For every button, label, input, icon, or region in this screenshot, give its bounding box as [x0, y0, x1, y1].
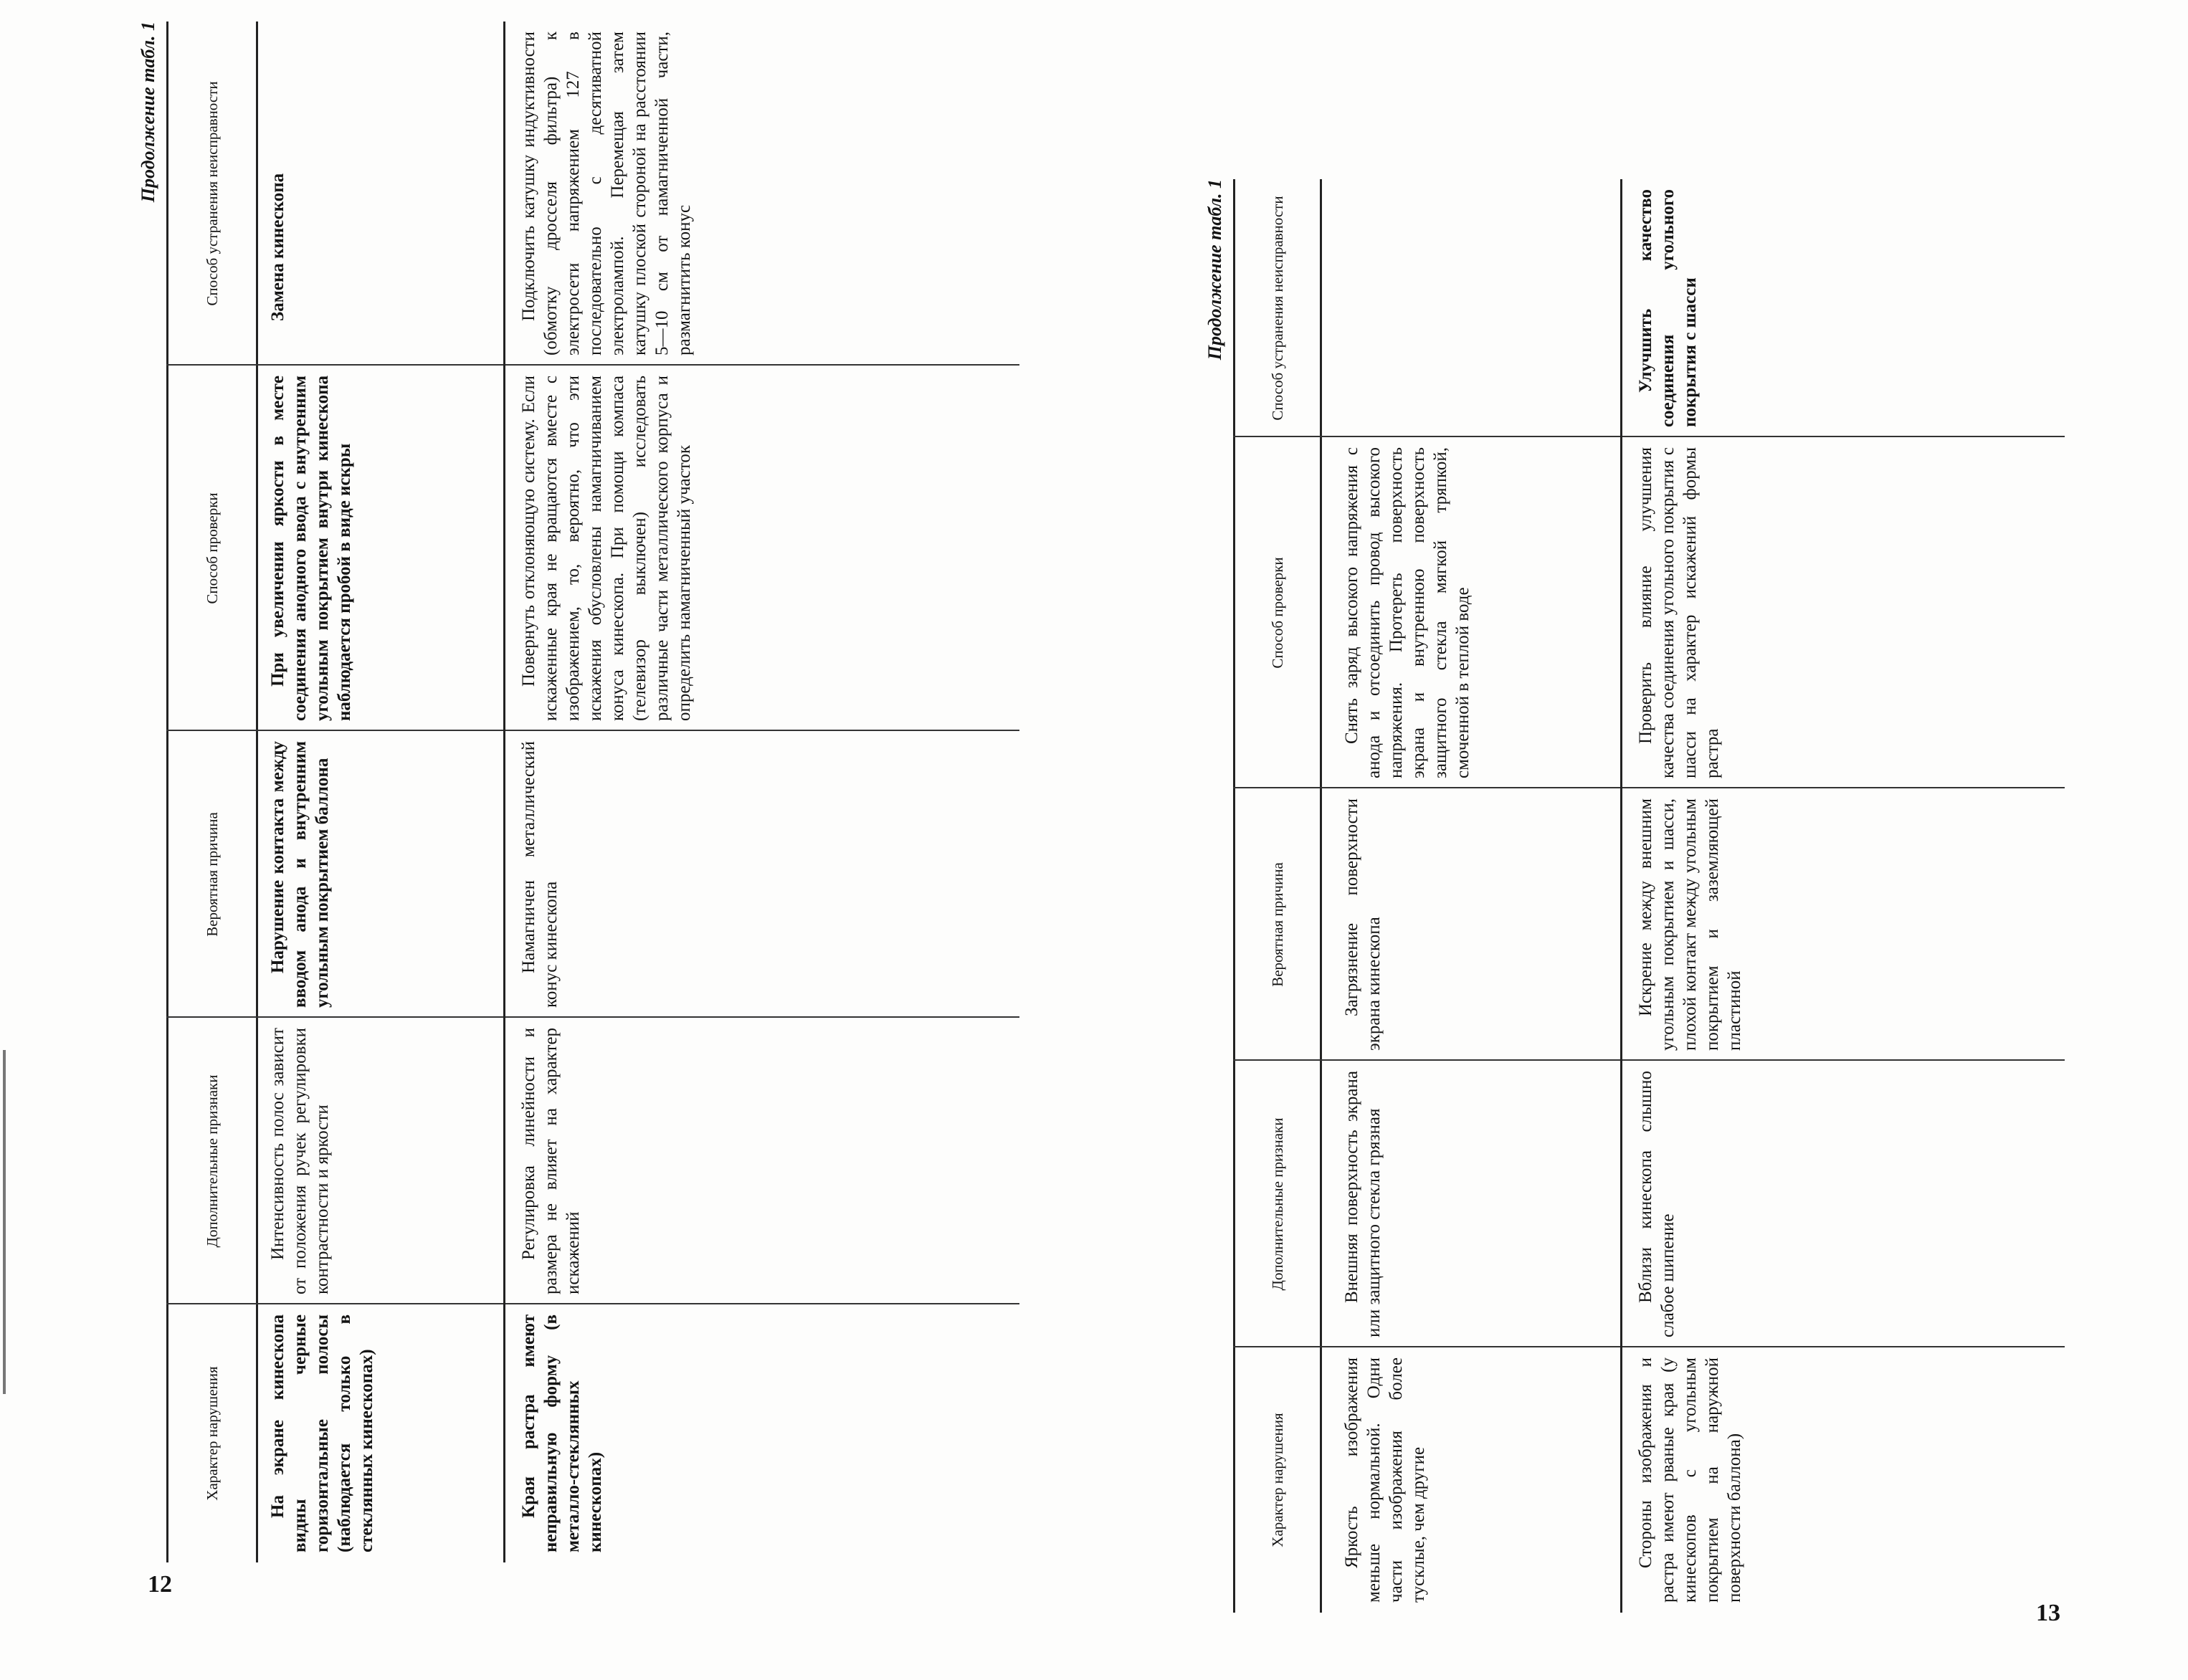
table-right	[1204, 179, 2065, 1613]
table-cell: Загрязнение поверхности экрана кинескопа	[1342, 798, 1384, 1051]
table-left	[138, 22, 1019, 1562]
table-cell: Интенсивность полос зависит от положения ручек регулировки контрастности и яркости	[268, 1028, 332, 1294]
table-cell: При увеличении яркости в месте соединения анодного ввода с внутренним угольным покрытием внутри кинескопа наблюдается пробой в виде искры	[268, 376, 354, 721]
table-header-right	[1233, 179, 1322, 1613]
table-cell: Нарушение контакта между вводом анода и внутренним угольным покрытием баллона	[268, 741, 332, 1008]
table-cell: Намагничен металлический конус кинескопа	[519, 741, 561, 1008]
binding-smear	[3, 1050, 6, 1394]
table-cell: Яркость изображения меньше нормальной. Одни части изображения более тусклые, чем другие	[1342, 1357, 1428, 1603]
table-header-left	[166, 22, 258, 1562]
table-cell: Снять заряд высокого напряжения с анода и отсоединить провод высокого напряжения. Протереть поверхность экрана и внутреннюю поверхность защитного стекла мягкой тряпкой, смоченной в теплой воде	[1342, 447, 1473, 778]
row-divider	[503, 22, 505, 1562]
col-header-character: Характер нарушения	[1268, 1413, 1286, 1547]
table-cell: Проверить влияние улучшения качества соединения угольного покрытия с шасси на характер искажений формы растра	[1636, 447, 1722, 778]
col-header-extra-signs: Дополнительные признаки	[1268, 1117, 1286, 1291]
col-header-extra-signs: Дополнительные признаки	[203, 1074, 221, 1248]
table-cell: Края растра имеют неправильную форму (в металло-стеклянных кинескопах)	[519, 1314, 605, 1552]
table-cell: Стороны изображения и растра имеют рваные края (у кинескопов с угольным покрытием на наружной поверхности баллона)	[1636, 1357, 1744, 1603]
table-cell: Замена кинескопа	[268, 173, 287, 321]
col-header-fix: Способ устранения неисправности	[203, 81, 221, 306]
continuation-header-left: Продолжение табл. 1	[138, 22, 158, 203]
page-number-left: 12	[148, 1571, 172, 1598]
col-header-check: Способ проверки	[1268, 557, 1286, 669]
col-header-cause: Вероятная причина	[1268, 862, 1286, 987]
col-header-character: Характер нарушения	[203, 1366, 221, 1501]
table-cell: Искрение между внешним угольным покрытием и шасси, плохой контакт между угольным покрытием и заземляющей пластиной	[1636, 798, 1744, 1051]
table-cell: Улучшить качество соединения угольного покрытия с шасси	[1636, 189, 1700, 427]
continuation-header-right: Продолжение табл. 1	[1204, 179, 1225, 361]
table-cell: Внешняя поверхность экрана или защитного стекла грязная	[1342, 1071, 1384, 1337]
page-number-right: 13	[2036, 1600, 2060, 1626]
col-header-check: Способ проверки	[203, 492, 221, 604]
table-cell: На экране кинескопа видны черные горизонтальные полосы (наблюдается только в стеклянных кинескопах)	[268, 1314, 376, 1552]
table-cell: Подключить катушку индуктивности (обмотку дросселя фильтра) к электросети напряжением 127 в последовательно с десятиватной электролампой. Перемещая затем катушку плоской стороной на расстоянии 5—10 см от намагниченной части, размагнитить конус	[519, 32, 694, 355]
table-cell: Повернуть отклоняющую систему. Если искаженные края не вращаются вместе с изображением, то, вероятно, что эти искажения обусловлены намагничиванием конуса кинескопа. При помощи компаса (телевизор выключен) исследовать различные части металлического корпуса и определить намагниченный участок	[519, 376, 694, 721]
col-header-cause: Вероятная причина	[203, 812, 221, 937]
table-cell: Вблизи кинескопа слышно слабое шипение	[1636, 1071, 1678, 1337]
col-header-fix: Способ устранения неисправности	[1268, 196, 1286, 421]
row-divider	[1620, 179, 1622, 1613]
table-cell: Регулировка линейности и размера не влияет на характер искажений	[519, 1028, 583, 1294]
